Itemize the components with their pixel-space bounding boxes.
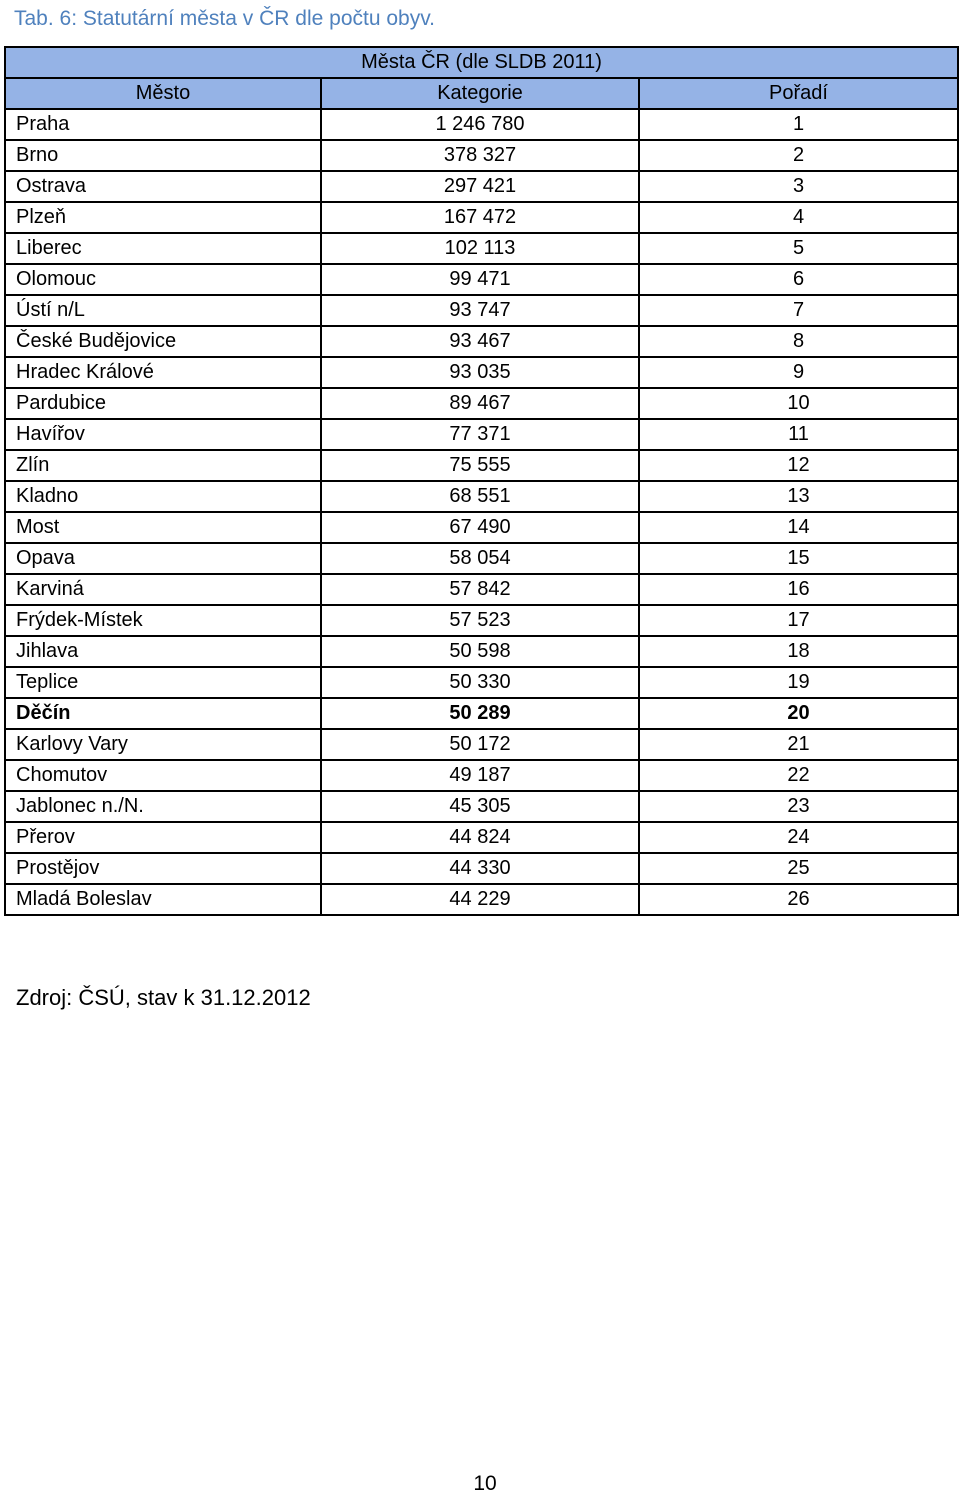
table-row: [5, 605, 958, 636]
cell-category: 378 327: [321, 140, 639, 171]
cell-category: 89 467: [321, 388, 639, 419]
cell-rank: 14: [639, 512, 958, 543]
cell-category: 67 490: [321, 512, 639, 543]
cell-city: Liberec: [5, 233, 321, 264]
table-row: [5, 202, 958, 233]
table-row: [5, 357, 958, 388]
cell-category: 50 330: [321, 667, 639, 698]
cell-city: Karviná: [5, 574, 321, 605]
table-row: [5, 326, 958, 357]
cell-category: 297 421: [321, 171, 639, 202]
cell-category: 50 289: [321, 698, 639, 729]
table-row: [5, 109, 958, 140]
cell-rank: 26: [639, 884, 958, 915]
table-row: [5, 698, 958, 729]
table-row: [5, 419, 958, 450]
cell-category: 167 472: [321, 202, 639, 233]
cell-city: Karlovy Vary: [5, 729, 321, 760]
cell-rank: 16: [639, 574, 958, 605]
cell-city: Hradec Králové: [5, 357, 321, 388]
cell-city: Most: [5, 512, 321, 543]
cell-rank: 19: [639, 667, 958, 698]
cell-rank: 24: [639, 822, 958, 853]
table-row: [5, 264, 958, 295]
table-row: [5, 574, 958, 605]
table-row: [5, 295, 958, 326]
cell-category: 1 246 780: [321, 109, 639, 140]
cell-city: Teplice: [5, 667, 321, 698]
cell-city: Praha: [5, 109, 321, 140]
table-row: [5, 512, 958, 543]
cell-category: 44 824: [321, 822, 639, 853]
table-row: [5, 233, 958, 264]
cell-rank: 9: [639, 357, 958, 388]
cell-category: 68 551: [321, 481, 639, 512]
cell-city: Děčín: [5, 698, 321, 729]
page-number: 10: [473, 1472, 497, 1495]
cell-category: 50 598: [321, 636, 639, 667]
cell-rank: 12: [639, 450, 958, 481]
cell-rank: 6: [639, 264, 958, 295]
cell-rank: 15: [639, 543, 958, 574]
cell-city: Kladno: [5, 481, 321, 512]
table-row: [5, 853, 958, 884]
cell-rank: 11: [639, 419, 958, 450]
table-row: [5, 171, 958, 202]
cell-category: 44 330: [321, 853, 639, 884]
cell-rank: 22: [639, 760, 958, 791]
table-row: [5, 481, 958, 512]
cell-category: 102 113: [321, 233, 639, 264]
table-row: [5, 450, 958, 481]
table-row: [5, 884, 958, 915]
cell-city: České Budějovice: [5, 326, 321, 357]
source-note: Zdroj: ČSÚ, stav k 31.12.2012: [16, 985, 311, 1010]
cell-city: Zlín: [5, 450, 321, 481]
table-title: Města ČR (dle SLDB 2011): [5, 47, 958, 78]
cell-city: Jablonec n./N.: [5, 791, 321, 822]
table-header-row: [5, 78, 958, 109]
cell-city: Jihlava: [5, 636, 321, 667]
cell-category: 57 523: [321, 605, 639, 636]
cell-category: 77 371: [321, 419, 639, 450]
table-caption: Tab. 6: Statutární města v ČR dle počtu obyv.: [14, 7, 435, 30]
cell-rank: 17: [639, 605, 958, 636]
cell-category: 58 054: [321, 543, 639, 574]
cell-city: Brno: [5, 140, 321, 171]
cell-city: Přerov: [5, 822, 321, 853]
column-header-category: Kategorie: [321, 78, 639, 109]
cell-rank: 4: [639, 202, 958, 233]
cell-rank: 20: [639, 698, 958, 729]
cell-category: 45 305: [321, 791, 639, 822]
table-row: [5, 636, 958, 667]
table-row: [5, 760, 958, 791]
cell-rank: 8: [639, 326, 958, 357]
cell-category: 57 842: [321, 574, 639, 605]
cell-category: 93 035: [321, 357, 639, 388]
cell-city: Olomouc: [5, 264, 321, 295]
column-header-city: Město: [5, 78, 321, 109]
cell-rank: 13: [639, 481, 958, 512]
column-header-rank: Pořadí: [639, 78, 958, 109]
cell-rank: 2: [639, 140, 958, 171]
cell-category: 75 555: [321, 450, 639, 481]
table-body: [5, 109, 958, 915]
cell-rank: 25: [639, 853, 958, 884]
cell-city: Ústí n/L: [5, 295, 321, 326]
cell-city: Havířov: [5, 419, 321, 450]
table-row: [5, 140, 958, 171]
cell-city: Opava: [5, 543, 321, 574]
table-row: [5, 388, 958, 419]
cell-rank: 1: [639, 109, 958, 140]
table-row: [5, 822, 958, 853]
cell-city: Pardubice: [5, 388, 321, 419]
cell-rank: 21: [639, 729, 958, 760]
cell-rank: 7: [639, 295, 958, 326]
cell-city: Frýdek-Místek: [5, 605, 321, 636]
table-row: [5, 543, 958, 574]
cell-category: 99 471: [321, 264, 639, 295]
cell-category: 50 172: [321, 729, 639, 760]
cell-category: 93 467: [321, 326, 639, 357]
table-row: [5, 791, 958, 822]
table-row: [5, 729, 958, 760]
cities-table: [4, 46, 959, 916]
cell-rank: 3: [639, 171, 958, 202]
cell-rank: 23: [639, 791, 958, 822]
cell-rank: 18: [639, 636, 958, 667]
cell-city: Ostrava: [5, 171, 321, 202]
cell-city: Mladá Boleslav: [5, 884, 321, 915]
cell-rank: 5: [639, 233, 958, 264]
cell-rank: 10: [639, 388, 958, 419]
cell-category: 49 187: [321, 760, 639, 791]
cell-city: Plzeň: [5, 202, 321, 233]
cell-city: Prostějov: [5, 853, 321, 884]
cell-category: 44 229: [321, 884, 639, 915]
cell-category: 93 747: [321, 295, 639, 326]
table-row: [5, 667, 958, 698]
table-title-row: [5, 47, 958, 78]
cell-city: Chomutov: [5, 760, 321, 791]
